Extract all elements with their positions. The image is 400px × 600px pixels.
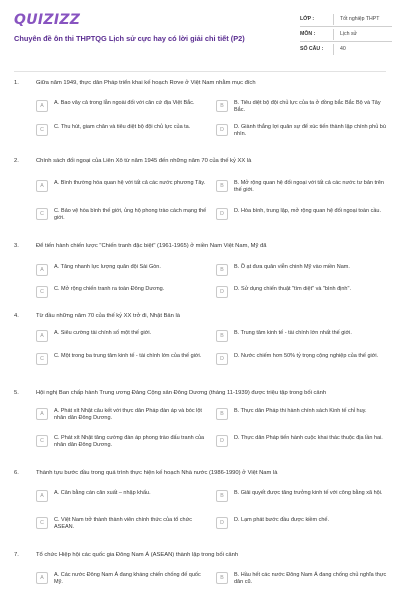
option-letter-box: D bbox=[216, 286, 228, 298]
option-letter-box: D bbox=[216, 208, 228, 220]
option-text: B. Thực dân Pháp thi hành chính sách Kinh tế chỉ huy. bbox=[234, 408, 367, 414]
option-letter-box: B bbox=[216, 180, 228, 192]
option-letter-box: C bbox=[36, 353, 48, 365]
option-letter-box: D bbox=[216, 124, 228, 136]
option-text: D. Nước chiếm hơn 50% tỷ trọng cộng nghiệp của thế giới. bbox=[234, 353, 379, 359]
option-letter-box: A bbox=[36, 330, 48, 342]
option-letter-box: D bbox=[216, 517, 228, 529]
option-text: A. Bao vây cả trong lẫn ngoài đối với căn cứ địa Việt Bắc. bbox=[54, 100, 195, 106]
question-number: 7. bbox=[14, 552, 19, 558]
option-text: A. Bình thường hóa quan hệ với tất cả các nước phương Tây. bbox=[54, 180, 206, 186]
option-text: A. Các nước Đông Nam Á đang kháng chiến chống đế quốc Mỹ. bbox=[54, 572, 201, 586]
question-text: Chính sách đối ngoại của Liên Xô từ năm 1945 đến những năm 70 của thế kỷ XX là bbox=[36, 158, 252, 164]
option-text: D. Giành thắng lợi quân sự để xúc tiến thành lập chính phủ bù nhìn. bbox=[234, 124, 386, 138]
option-text: A. Siêu cường tài chính số một thế giới. bbox=[54, 330, 152, 336]
option-text: B. Tiêu diệt bộ đội chủ lực của ta ở đồng bắc Bắc Bộ và Tây Bắc. bbox=[234, 100, 381, 114]
option-letter-box: A bbox=[36, 264, 48, 276]
option-letter-box: B bbox=[216, 100, 228, 112]
option-text: D. Lạm phát bước đầu được kiềm chế. bbox=[234, 517, 329, 523]
option-letter-box: B bbox=[216, 264, 228, 276]
option-text: B. Ồ ạt đưa quân viễn chinh Mỹ vào miền Nam. bbox=[234, 264, 350, 270]
option-letter-box: B bbox=[216, 330, 228, 342]
info-value: Tốt nghiệp THPT bbox=[340, 16, 380, 22]
question-text: Để tiến hành chiến lược "Chiến tranh đặc biệt" (1961-1965) ở miền Nam Việt Nam, Mỹ đã bbox=[36, 243, 267, 249]
option-text: C. Thu hút, giam chân và tiêu diệt bộ đội chủ lực của ta. bbox=[54, 124, 191, 130]
worksheet-title: Chuyên đề ôn thi THPTQG Lịch sử cực hay có lời giải chi tiết (P2) bbox=[14, 34, 245, 43]
option-letter-box: C bbox=[36, 435, 48, 447]
option-text: D. Sử dụng chiến thuật "tìm diệt" và "bình định". bbox=[234, 286, 351, 292]
option-letter-box: C bbox=[36, 208, 48, 220]
option-text: C. Một trong ba trung tâm kinh tế - tài chính lớn của thế giới. bbox=[54, 353, 202, 359]
question-text: Hội nghị Ban chấp hành Trung ương Đảng Cộng sản Đông Dương (tháng 11-1939) được triệu tập trong bối cảnh bbox=[36, 390, 327, 396]
info-label: MÔN : bbox=[300, 31, 316, 37]
option-letter-box: B bbox=[216, 572, 228, 584]
question-number: 4. bbox=[14, 313, 19, 319]
question-text: Tổ chức Hiệp hội các quốc gia Đông Nam Á (ASEAN) thành lập trong bối cảnh bbox=[36, 552, 239, 558]
info-label: LỚP : bbox=[300, 16, 315, 22]
option-letter-box: C bbox=[36, 517, 48, 529]
option-text: B. Hầu hết các nước Đông Nam Á đang chống chủ nghĩa thực dân cũ. bbox=[234, 572, 387, 586]
question-number: 1. bbox=[14, 80, 19, 86]
question-number: 5. bbox=[14, 390, 19, 396]
option-text: C. Bảo vệ hòa bình thế giới, ủng hộ phong trào cách mạng thế giới. bbox=[54, 208, 207, 222]
option-letter-box: A bbox=[36, 490, 48, 502]
question-number: 2. bbox=[14, 158, 19, 164]
option-text: A. Phát xít Nhật câu kết với thực dân Pháp đàn áp và bóc lột nhân dân Đông Dương. bbox=[54, 408, 202, 422]
option-letter-box: A bbox=[36, 100, 48, 112]
quizizz-logo: QUIZIZZ bbox=[14, 12, 81, 28]
question-number: 6. bbox=[14, 470, 19, 476]
info-value: Lịch sử bbox=[340, 31, 358, 37]
option-text: D. Thực dân Pháp tiến hành cuộc khai thác thuộc địa lần hai. bbox=[234, 435, 383, 441]
info-value: 40 bbox=[340, 46, 346, 52]
option-text: B. Giải quyết được tăng trưởng kinh tế với công bằng xã hội. bbox=[234, 490, 383, 496]
option-text: A. Tăng nhanh lực lượng quân đội Sài Gòn. bbox=[54, 264, 161, 270]
option-text: B. Mở rộng quan hệ đối ngoại với tất cả các nước tư bản trên thế giới. bbox=[234, 180, 384, 194]
option-text: B. Trung tâm kinh tế - tài chính lớn nhất thế giới. bbox=[234, 330, 352, 336]
option-text: C. Phát xít Nhật tăng cường đàn áp phong trào đấu tranh của nhân dân Đông Dương. bbox=[54, 435, 205, 449]
option-letter-box: C bbox=[36, 286, 48, 298]
question-text: Từ đầu những năm 70 của thế kỷ XX trở đi, Nhật Bản là bbox=[36, 313, 181, 319]
option-text: D. Hòa bình, trung lập, mở rộng quan hệ đối ngoại toàn cầu. bbox=[234, 208, 382, 214]
option-letter-box: A bbox=[36, 572, 48, 584]
option-text: A. Cân bằng cán cân xuất – nhập khẩu. bbox=[54, 490, 151, 496]
question-text: Thành tựu bước đầu trong quá trình thực hiện kế hoạch Nhà nước (1986-1990) ở Việt Nam là bbox=[36, 470, 278, 476]
option-letter-box: D bbox=[216, 435, 228, 447]
option-letter-box: A bbox=[36, 180, 48, 192]
option-letter-box: D bbox=[216, 353, 228, 365]
option-letter-box: B bbox=[216, 408, 228, 420]
option-text: C. Việt Nam trở thành thành viên chính thức của tổ chức ASEAN. bbox=[54, 517, 193, 531]
option-letter-box: C bbox=[36, 124, 48, 136]
option-text: C. Mở rộng chiến tranh ra toàn Đông Dương. bbox=[54, 286, 165, 292]
question-text: Giữa năm 1949, thực dân Pháp triển khai kế hoạch Rơve ở Việt Nam nhằm mục đích bbox=[36, 80, 256, 86]
option-letter-box: A bbox=[36, 408, 48, 420]
info-label: SỐ CÂU : bbox=[300, 46, 324, 52]
question-number: 3. bbox=[14, 243, 19, 249]
option-letter-box: B bbox=[216, 490, 228, 502]
